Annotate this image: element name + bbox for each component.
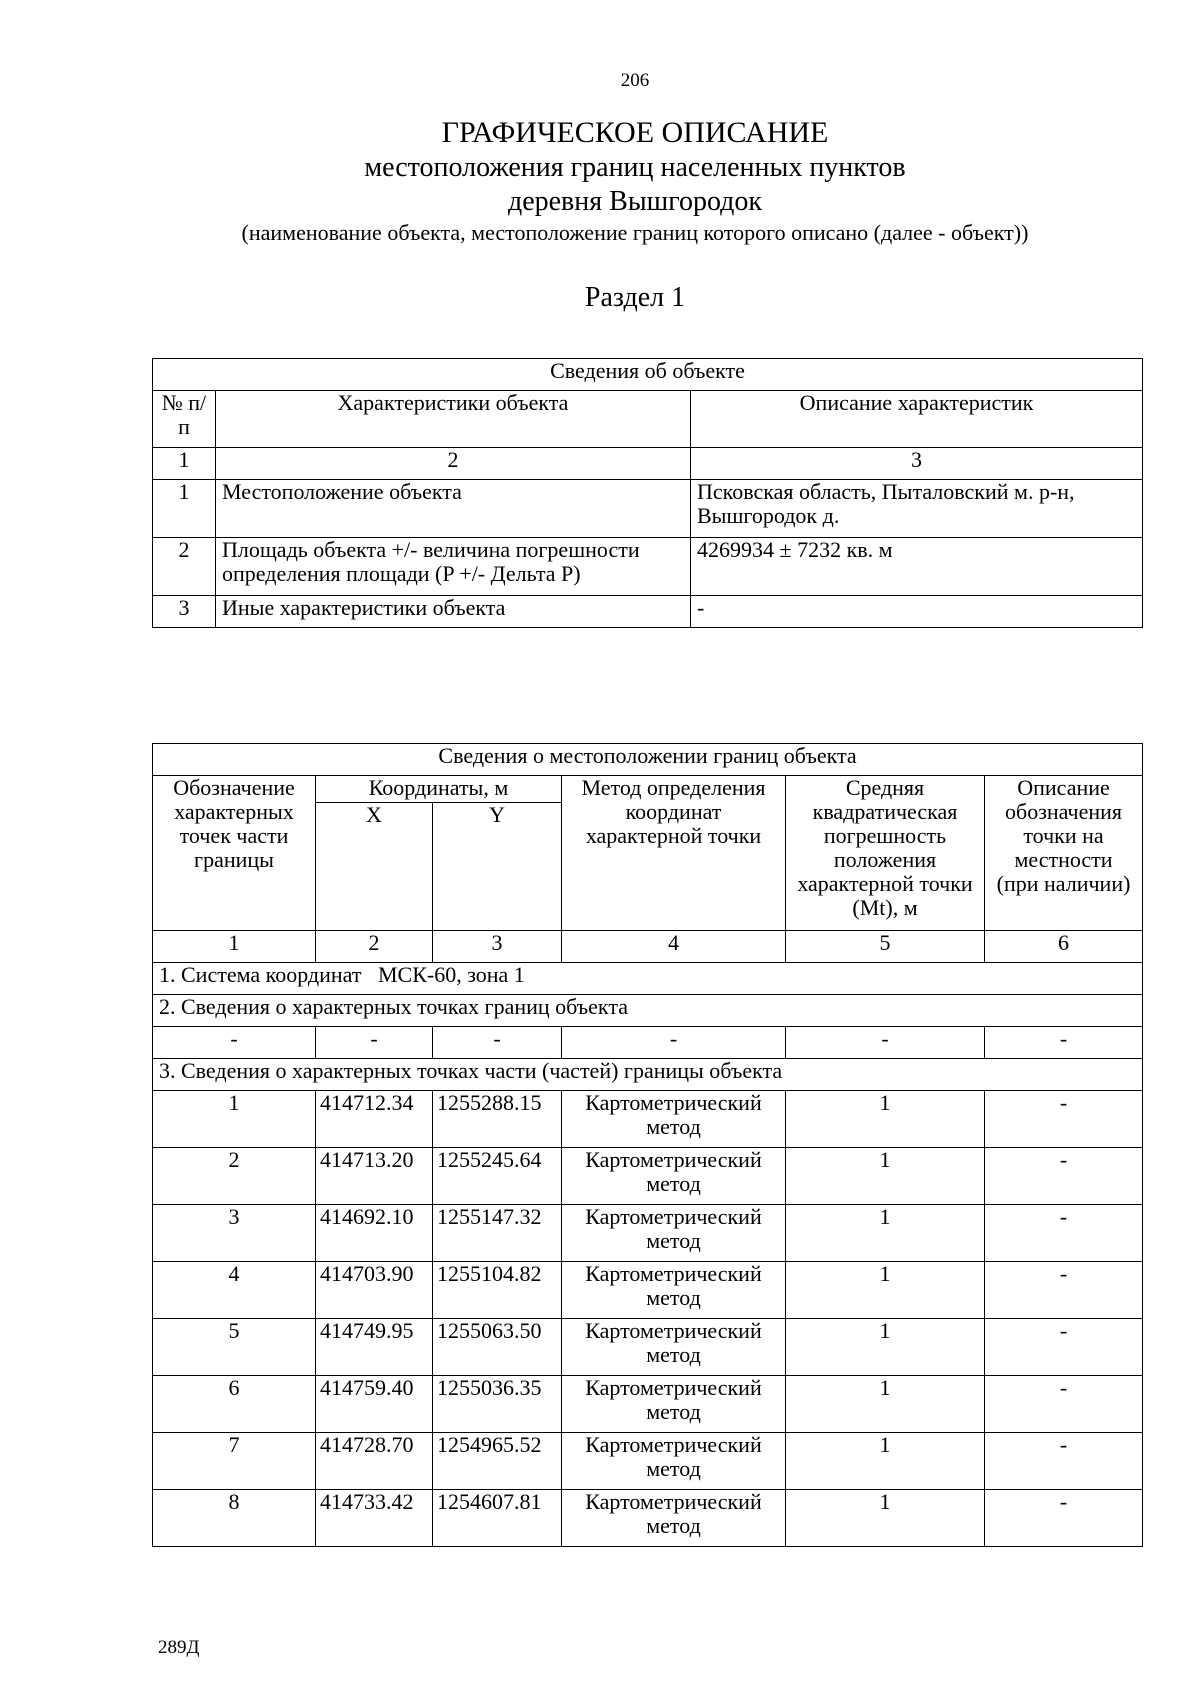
boundary-points-table xyxy=(152,743,1143,1547)
point-id-cell: 7 xyxy=(153,1433,316,1490)
y-coordinate-cell: 1255245.64 xyxy=(433,1148,562,1205)
method-cell: Картометрический метод xyxy=(562,1262,786,1319)
table-row xyxy=(153,1205,1143,1262)
description-cell: - xyxy=(691,596,1143,628)
error-cell: 1 xyxy=(786,1319,985,1376)
point-id-cell: 5 xyxy=(153,1319,316,1376)
empty-row xyxy=(153,1027,1143,1059)
x-coordinate-cell: 414733.42 xyxy=(316,1490,433,1547)
header-method: Метод определения координат характерной точки xyxy=(562,776,786,931)
x-coordinate-cell: 414712.34 xyxy=(316,1091,433,1148)
y-coordinate-cell: 1254607.81 xyxy=(433,1490,562,1547)
point-id-cell: 1 xyxy=(153,1091,316,1148)
x-coordinate-cell: 414749.95 xyxy=(316,1319,433,1376)
col-number: 3 xyxy=(691,448,1143,480)
table-row xyxy=(153,1376,1143,1433)
table-row xyxy=(153,1148,1143,1205)
error-cell: 1 xyxy=(786,1376,985,1433)
error-cell: 1 xyxy=(786,1205,985,1262)
row-number: 2 xyxy=(153,538,216,596)
header-x: X xyxy=(316,803,433,931)
x-coordinate-cell: 414692.10 xyxy=(316,1205,433,1262)
point-id-cell: 6 xyxy=(153,1376,316,1433)
description-cell: 4269934 ± 7232 кв. м xyxy=(691,538,1143,596)
object-name-note: (наименование объекта, местоположение границ которого описано (далее - объект)) xyxy=(241,220,1029,245)
x-coordinate-cell: 414728.70 xyxy=(316,1433,433,1490)
location-description-cell: - xyxy=(985,1262,1143,1319)
empty-cell: - xyxy=(985,1027,1143,1059)
header-designation: Обозначение характерных точек части границы xyxy=(153,776,316,931)
location-description-cell: - xyxy=(985,1376,1143,1433)
row-number: 3 xyxy=(153,596,216,628)
error-cell: 1 xyxy=(786,1091,985,1148)
table-row xyxy=(153,1262,1143,1319)
characteristic-cell: Площадь объекта +/- величина погрешности определения площади (P +/- Дельта P) xyxy=(216,538,691,596)
error-cell: 1 xyxy=(786,1490,985,1547)
object-info-table xyxy=(152,358,1143,628)
method-cell: Картометрический метод xyxy=(562,1205,786,1262)
object-name: деревня Вышгородок xyxy=(507,186,763,217)
row-number: 1 xyxy=(153,480,216,538)
y-coordinate-cell: 1255147.32 xyxy=(433,1205,562,1262)
empty-cell: - xyxy=(433,1027,562,1059)
location-description-cell: - xyxy=(985,1091,1143,1148)
y-coordinate-cell: 1255104.82 xyxy=(433,1262,562,1319)
title-block xyxy=(0,115,1200,247)
table-row xyxy=(153,1433,1143,1490)
col-number: 2 xyxy=(316,931,433,963)
x-coordinate-cell: 414713.20 xyxy=(316,1148,433,1205)
x-coordinate-cell: 414759.40 xyxy=(316,1376,433,1433)
location-description-cell: - xyxy=(985,1433,1143,1490)
col-number: 1 xyxy=(153,448,216,480)
method-cell: Картометрический метод xyxy=(562,1433,786,1490)
header-coordinates: Координаты, м xyxy=(316,776,562,803)
point-id-cell: 3 xyxy=(153,1205,316,1262)
y-coordinate-cell: 1254965.52 xyxy=(433,1433,562,1490)
empty-cell: - xyxy=(316,1027,433,1059)
col-number: 3 xyxy=(433,931,562,963)
characteristic-cell: Иные характеристики объекта xyxy=(216,596,691,628)
points-body xyxy=(153,1091,1143,1547)
y-coordinate-cell: 1255063.50 xyxy=(433,1319,562,1376)
point-id-cell: 8 xyxy=(153,1490,316,1547)
x-coordinate-cell: 414703.90 xyxy=(316,1262,433,1319)
empty-cell: - xyxy=(786,1027,985,1059)
table-row xyxy=(153,1091,1143,1148)
header-y: Y xyxy=(433,803,562,931)
y-coordinate-cell: 1255036.35 xyxy=(433,1376,562,1433)
table-row xyxy=(153,538,1143,596)
document-subtitle: местоположения границ населенных пунктов xyxy=(364,152,906,183)
points-heading-row: 2. Сведения о характерных точках границ объекта xyxy=(153,995,1143,1027)
table-row xyxy=(153,480,1143,538)
location-description-cell: - xyxy=(985,1490,1143,1547)
empty-cell: - xyxy=(562,1027,786,1059)
header-description: Описание характеристик xyxy=(691,391,1143,448)
table-row xyxy=(153,596,1143,628)
header-error: Средняя квадратическая погрешность положения характерной точки (Mt), м xyxy=(786,776,985,931)
coord-system-row: 1. Система координат МСК-60, зона 1 xyxy=(153,963,1143,995)
method-cell: Картометрический метод xyxy=(562,1148,786,1205)
table-row xyxy=(153,1490,1143,1547)
point-id-cell: 4 xyxy=(153,1262,316,1319)
section-1-heading: Раздел 1 xyxy=(584,282,686,313)
col-number: 4 xyxy=(562,931,786,963)
col-number: 5 xyxy=(786,931,985,963)
object-info-table-title: Сведения об объекте xyxy=(153,359,1143,391)
boundary-table-title: Сведения о местоположении границ объекта xyxy=(153,744,1143,776)
characteristic-cell: Местоположение объекта xyxy=(216,480,691,538)
location-description-cell: - xyxy=(985,1205,1143,1262)
parts-heading-row: 3. Сведения о характерных точках части (частей) границы объекта xyxy=(153,1059,1143,1091)
method-cell: Картометрический метод xyxy=(562,1490,786,1547)
footer-code: 289Д xyxy=(158,1637,200,1658)
error-cell: 1 xyxy=(786,1262,985,1319)
description-cell: Псковская область, Пыталовский м. р-н, Вышгородок д. xyxy=(691,480,1143,538)
method-cell: Картометрический метод xyxy=(562,1091,786,1148)
location-description-cell: - xyxy=(985,1148,1143,1205)
method-cell: Картометрический метод xyxy=(562,1376,786,1433)
header-characteristic: Характеристики объекта xyxy=(216,391,691,448)
y-coordinate-cell: 1255288.15 xyxy=(433,1091,562,1148)
location-description-cell: - xyxy=(985,1319,1143,1376)
method-cell: Картометрический метод xyxy=(562,1319,786,1376)
table-row xyxy=(153,1319,1143,1376)
page-number: 206 xyxy=(620,70,650,91)
header-number: № п/п xyxy=(153,391,216,448)
col-number: 6 xyxy=(985,931,1143,963)
error-cell: 1 xyxy=(786,1433,985,1490)
error-cell: 1 xyxy=(786,1148,985,1205)
col-number: 2 xyxy=(216,448,691,480)
point-id-cell: 2 xyxy=(153,1148,316,1205)
header-location-description: Описание обозначения точки на местности (при наличии) xyxy=(985,776,1143,931)
empty-cell: - xyxy=(153,1027,316,1059)
document-title: ГРАФИЧЕСКОЕ ОПИСАНИЕ xyxy=(441,116,829,149)
col-number: 1 xyxy=(153,931,316,963)
